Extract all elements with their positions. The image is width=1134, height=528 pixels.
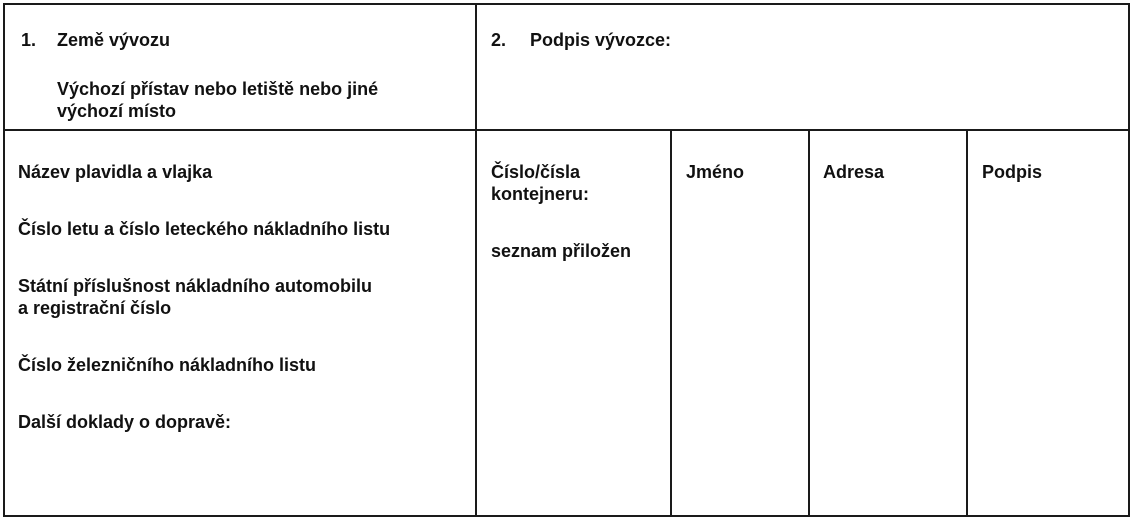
flight-label: Číslo letu a číslo leteckého nákladního listu [18, 219, 391, 239]
main-column-divider [475, 5, 477, 515]
container-label-line2: kontejneru: [491, 184, 590, 204]
address-column-header: Adresa [823, 162, 885, 182]
name-address-divider [808, 129, 810, 515]
other-documents-label: Další doklady o dopravě: [18, 412, 232, 432]
container-label-line1: Číslo/čísla [491, 162, 581, 182]
box2-title: Podpis vývozce: [530, 30, 672, 50]
box1-subtitle-line2: výchozí místo [57, 101, 177, 121]
box1-number: 1. [21, 30, 37, 50]
box1-subtitle-line1: Výchozí přístav nebo letiště nebo jiné [57, 79, 379, 99]
signature-column-header: Podpis [982, 162, 1043, 182]
truck-label-line1: Státní příslušnost nákladního automobilu [18, 276, 373, 296]
vessel-label: Název plavidla a vlajka [18, 162, 213, 182]
export-form-table [3, 3, 1130, 517]
container-list-label: seznam přiložen [491, 241, 632, 261]
rail-label: Číslo železničního nákladního listu [18, 355, 317, 375]
container-name-divider [670, 129, 672, 515]
name-column-header: Jméno [686, 162, 745, 182]
box2-number: 2. [491, 30, 507, 50]
address-signature-divider [966, 129, 968, 515]
box1-title: Země vývozu [57, 30, 171, 50]
row-divider [5, 129, 1128, 131]
truck-label-line2: a registrační číslo [18, 298, 172, 318]
